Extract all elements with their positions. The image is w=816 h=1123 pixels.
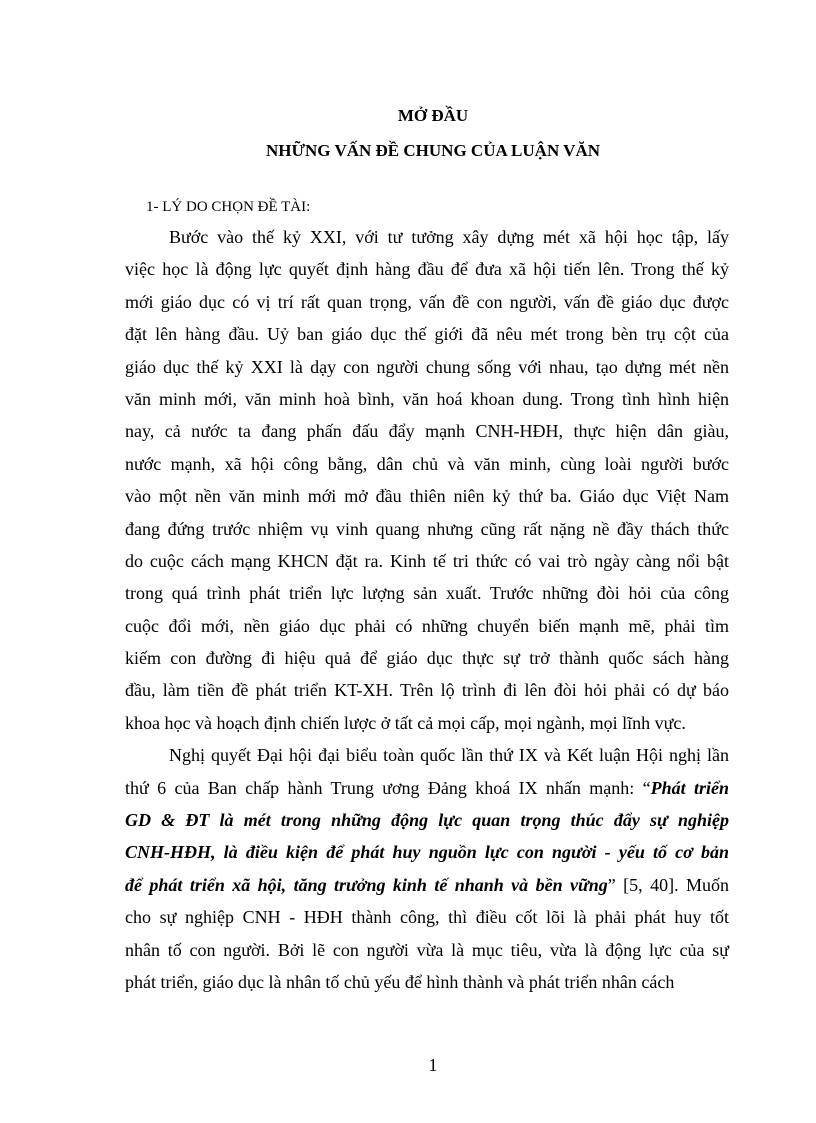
citation-text: ” [5, 40]. Muốn	[607, 874, 730, 895]
paragraph-2-line: Nghị quyết Đại hội đại biểu toàn quốc lần thứ IX và Kết luận Hội nghị lần	[169, 745, 729, 766]
quote-emphasis: CNH-HĐH, là điều kiện để phát huy nguồn lực con người - yếu tố cơ bản	[125, 842, 729, 863]
quote-emphasis: Phát triển	[650, 777, 729, 798]
paragraph-1-line: Bước vào thế kỷ XXI, với tư tưởng xây dựng mét xã hội học tập, lấy	[169, 227, 729, 247]
document-subtitle: NHỮNG VẤN ĐỀ CHUNG CỦA LUẬN VĂN	[265, 141, 601, 160]
page-number: 1	[428, 1055, 438, 1075]
paragraph-1-line: khoa học và hoạch định chiến lược ở tất cả mọi cấp, mọi ngành, mọi lĩnh vực.	[125, 712, 686, 733]
quote-emphasis: để phát triển xã hội, tăng trưởng kinh tế nhanh và bền vững	[125, 874, 608, 895]
paragraph-1-line: đặt lên hàng đầu. Uỷ ban giáo dục thế giới đã nêu mét trong bèn trụ cột của	[125, 324, 729, 345]
paragraph-2-line	[125, 772, 729, 804]
paragraph-1-line: do cuộc cách mạng KHCN đặt ra. Kinh tế tri thức có vai trò ngày càng nổi bật	[125, 550, 729, 571]
paragraph-1-line: cuộc đổi mới, nền giáo dục phải có những chuyển biến mạnh mẽ, phải tìm	[125, 615, 729, 636]
body-text	[125, 221, 729, 998]
paragraph-1-line: đang đứng trước nhiệm vụ vinh quang nhưng cũng rất nặng nề đầy thách thức	[125, 518, 729, 539]
paragraph-2-line: cho sự nghiệp CNH - HĐH thành công, thì điều cốt lõi là phải phát huy tốt	[125, 907, 729, 928]
paragraph-1-line: mới giáo dục có vị trí rất quan trọng, vấn đề con người, vấn đề giáo dục được	[125, 291, 729, 312]
paragraph-1-line: kiếm con đường đi hiệu quả để giáo dục thực sự trở thành quốc sách hàng	[125, 648, 729, 669]
paragraph-2-line	[125, 869, 729, 901]
paragraph-1-line: văn minh mới, văn minh hoà bình, văn hoá khoan dung. Trong tình hình hiện	[125, 388, 729, 409]
paragraph-1-line: vào một nền văn minh mới mở đầu thiên niên kỷ thứ ba. Giáo dục Việt Nam	[125, 486, 729, 507]
paragraph-2-line: phát triển, giáo dục là nhân tố chủ yếu để hình thành và phát triển nhân cách	[125, 971, 675, 992]
paragraph-1-line: trong quá trình phát triển lực lượng sản xuất. Trước những đòi hỏi của công	[125, 583, 729, 604]
paragraph-1-line: đầu, làm tiền đề phát triển KT-XH. Trên lộ trình đi lên đòi hỏi phải có dự báo	[125, 680, 729, 701]
section-heading: 1- LÝ DO CHỌN ĐỀ TÀI:	[146, 199, 311, 215]
paragraph-1-line: việc học là động lực quyết định hàng đầu để đưa xã hội tiến lên. Trong thế kỷ	[125, 259, 729, 280]
paragraph-1-line: nay, cả nước ta đang phấn đấu đẩy mạnh CNH-HĐH, thực hiện dân giàu,	[125, 421, 729, 442]
quote-emphasis: GD & ĐT là mét trong những động lực quan trọng thúc đẩy sự nghiệp	[125, 810, 729, 831]
paragraph-2-line: nhân tố con người. Bởi lẽ con người vừa là mục tiêu, vừa là động lực của sự	[125, 939, 729, 960]
paragraph-1-line: nước mạnh, xã hội công bằng, dân chủ và văn minh, cùng loài người bước	[125, 453, 729, 474]
paragraph-1-line: giáo dục thế kỷ XXI là dạy con người chung sống với nhau, tạo dựng mét nền	[125, 356, 729, 377]
quote-lead-text: thứ 6 của Ban chấp hành Trung ương Đảng khoá IX nhấn mạnh: “	[125, 777, 651, 798]
document-title: MỞ ĐẦU	[397, 106, 469, 125]
